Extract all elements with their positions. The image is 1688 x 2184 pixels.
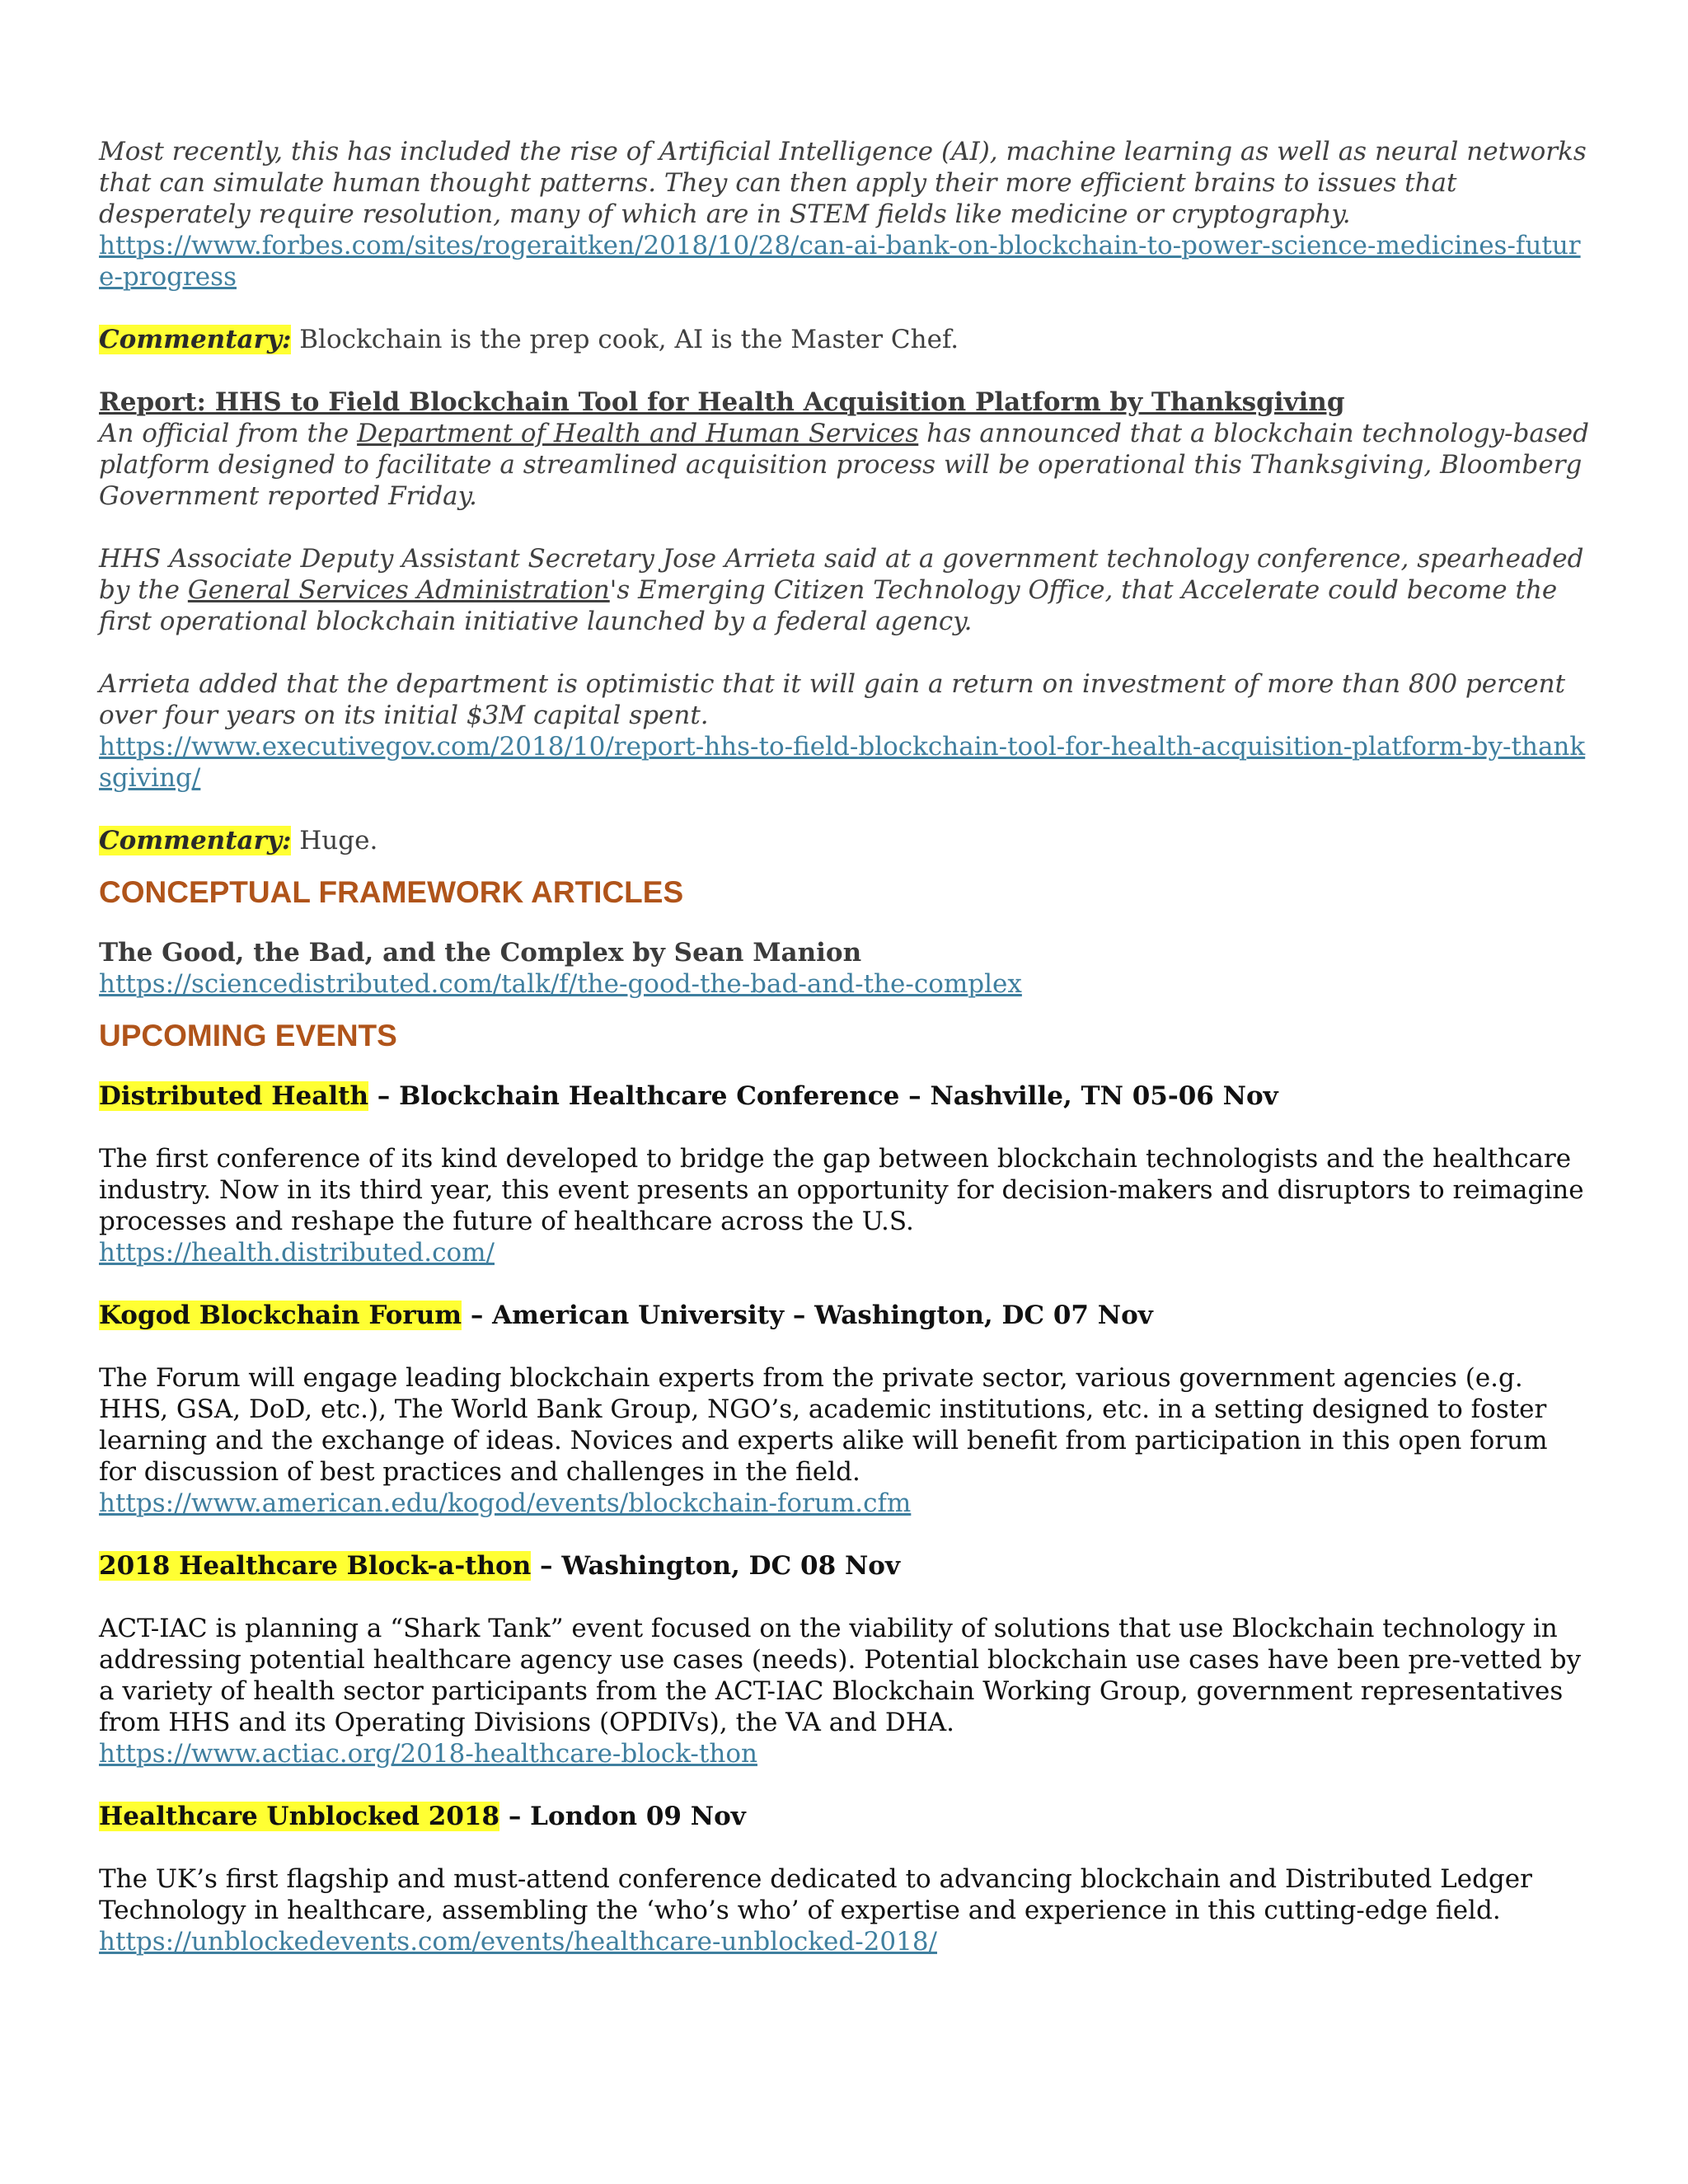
event-heading [99, 1300, 1591, 1331]
event-heading [99, 1080, 1591, 1112]
report-title[interactable]: Report: HHS to Field Blockchain Tool for Health Acquisition Platform by Thanksgiving [99, 387, 1345, 417]
forbes-link[interactable]: https://www.forbes.com/sites/rogeraitken/2018/10/28/can-ai-bank-on-blockchain-to-power-science-medicines-future-progress [99, 231, 1581, 292]
event-description: ACT-IAC is planning a “Shark Tank” event focused on the viability of solutions that use Blockchain technology in addressing potential healthcare agency use cases (needs). Potential blockchain use cases have been pre-vetted by a variety of health sector participants from the ACT-IAC Blockchain Working Group, government representatives from HHS and its Operating Divisions (OPDIVs), the VA and DHA. [99, 1614, 1582, 1737]
article-link[interactable]: https://sciencedistributed.com/talk/f/the-good-the-bad-and-the-complex [99, 969, 1022, 999]
event-name: Distributed Health [99, 1081, 368, 1111]
section-heading-conceptual: CONCEPTUAL FRAMEWORK ARTICLES [99, 875, 684, 909]
event-description: The Forum will engage leading blockchain experts from the private sector, various government agencies (e.g. HHS, GSA, DoD, etc.), The World Bank Group, NGO’s, academic institutions, etc. in a setting designed to foster learning and the exchange of ideas. Novices and experts alike will benefit from participation in this open forum for discussion of best practices and challenges in the field. [99, 1363, 1548, 1487]
commentary-label: Commentary: [99, 325, 292, 354]
event-heading [99, 1550, 1591, 1582]
event-name: Healthcare Unblocked 2018 [99, 1802, 500, 1831]
report-p2-pre: HHS Associate Deputy Assistant Secretary Jose Arrieta said at a government technology conference, spearheaded by the [99, 544, 1584, 605]
report-p2-post: 's Emerging Citizen Technology Office, that Accelerate could become the first operational blockchain initiative launched by a federal agency. [99, 575, 1558, 636]
event-name: 2018 Healthcare Block-a-thon [99, 1551, 532, 1581]
document-page [99, 136, 1591, 1957]
event-link[interactable]: https://www.american.edu/kogod/events/blockchain-forum.cfm [99, 1488, 912, 1518]
gsa-link[interactable]: General Services Administration [187, 575, 610, 605]
commentary-1 [99, 324, 1591, 355]
event-description: The first conference of its kind developed to bridge the gap between blockchain technologists and the healthcare industry. Now in its third year, this event presents an opportunity for decision-makers and disruptors to reimagine processes and reshape the future of healthcare across the U.S. [99, 1144, 1584, 1236]
intro-quote: Most recently, this has included the rise of Artificial Intelligence (AI), machine learning as well as neural networks that can simulate human thought patterns. They can then apply their more efficient brains to issues that desperately require resolution, many of which are in STEM fields like medicine or cryptography. [99, 137, 1587, 229]
event-heading [99, 1801, 1591, 1832]
report-p1-post: has announced that a blockchain technology-based platform designed to facilitate a streamlined acquisition process will be operational this Thanksgiving, Bloomberg Government reported Friday. [99, 419, 1590, 511]
commentary-2 [99, 825, 1591, 856]
event-link[interactable]: https://health.distributed.com/ [99, 1238, 495, 1268]
commentary-label: Commentary: [99, 826, 292, 855]
hhs-link[interactable]: Department of Health and Human Services [357, 419, 919, 448]
report-p1-pre: An official from the [99, 419, 358, 448]
commentary-text: Huge. [291, 826, 378, 855]
commentary-text: Blockchain is the prep cook, AI is the Master Chef. [291, 325, 959, 354]
report-paragraph-2 [99, 543, 1591, 637]
event-details: – London 09 Nov [499, 1802, 746, 1831]
section-heading-events: UPCOMING EVENTS [99, 1019, 397, 1052]
event-details: – Blockchain Healthcare Conference – Nashville, TN 05-06 Nov [368, 1081, 1278, 1111]
article-title: The Good, the Bad, and the Complex by Sean Manion [99, 938, 862, 968]
executivegov-link[interactable]: https://www.executivegov.com/2018/10/report-hhs-to-field-blockchain-tool-for-health-acquisition-platform-by-thanksgiving/ [99, 732, 1586, 793]
report-paragraph-3: Arrieta added that the department is optimistic that it will gain a return on investment of more than 800 percent over four years on its initial $3M capital spent. [99, 669, 1566, 730]
event-details: – Washington, DC 08 Nov [531, 1551, 900, 1581]
event-link[interactable]: https://unblockedevents.com/events/healthcare-unblocked-2018/ [99, 1927, 938, 1957]
event-name: Kogod Blockchain Forum [99, 1301, 462, 1330]
event-details: – American University – Washington, DC 07 Nov [462, 1301, 1153, 1330]
report-paragraph-1 [99, 418, 1591, 512]
event-link[interactable]: https://www.actiac.org/2018-healthcare-block-thon [99, 1739, 757, 1769]
event-description: The UK’s first flagship and must-attend conference dedicated to advancing blockchain and Distributed Ledger Technology in healthcare, assembling the ‘who’s who’ of expertise and experience in this cutting-edge field. [99, 1864, 1532, 1925]
